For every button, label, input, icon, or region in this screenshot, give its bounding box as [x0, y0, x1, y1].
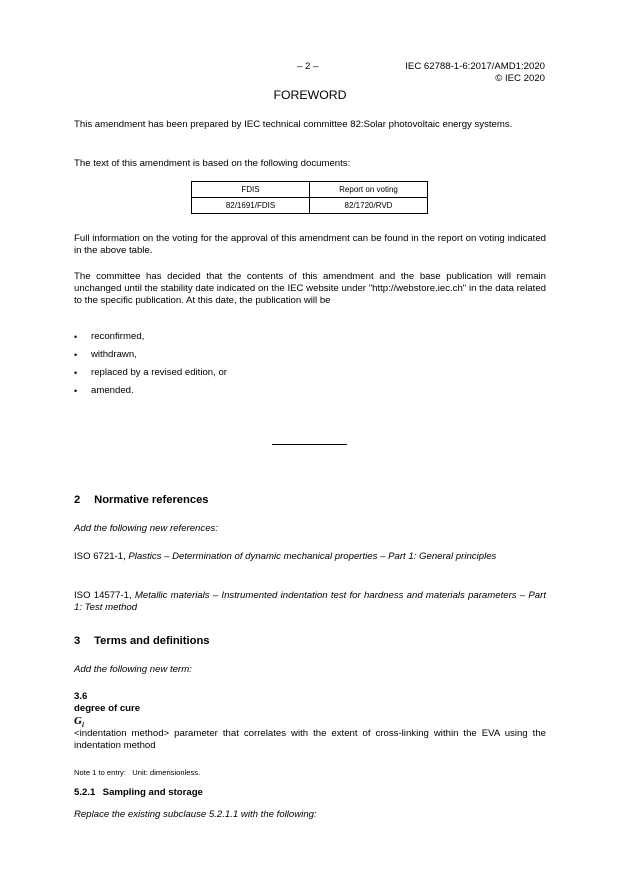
subclause-5-2-1-instruction: Replace the existing subclause 5.2.1.1 with the following: [74, 809, 317, 820]
voting-documents-table [191, 181, 428, 214]
section-2-instruction: Add the following new references: [74, 523, 218, 534]
standard-id: IEC 62788-1-6:2017/AMD1:2020 [405, 61, 545, 72]
bullet-icon: • [74, 332, 78, 342]
section-3-heading: 3 Terms and definitions [74, 635, 210, 647]
term-note: Note 1 to entry: Unit: dimensionless. [74, 768, 201, 777]
bullet-icon: • [74, 350, 78, 360]
normative-reference: ISO 6721-1, Plastics – Determination of dynamic mechanical properties – Part 1: General principles [74, 551, 497, 562]
section-divider [272, 444, 347, 445]
page-number: – 2 – [297, 61, 319, 72]
term-definition: <indentation method> parameter that correlates with the extent of cross-linking within the EVA using the indentation method [74, 728, 546, 751]
bullet-icon: • [74, 386, 78, 396]
subclause-5-2-1-heading: 5.2.1 Sampling and storage [74, 787, 203, 798]
document-reference [405, 61, 545, 85]
copyright: © IEC 2020 [495, 73, 545, 84]
table-cell: 82/1691/FDIS [192, 198, 310, 214]
term-number: 3.6 [74, 691, 88, 702]
table-header-cell: Report on voting [310, 182, 428, 198]
normative-reference: ISO 14577-1, Metallic materials – Instrumented indentation test for hardness and materials parameters – Part 1: Test method [74, 590, 547, 613]
table-header-cell: FDIS [192, 182, 310, 198]
foreword-title: FOREWORD [273, 88, 347, 102]
term-name: degree of cure [74, 703, 141, 714]
bullet-icon: • [74, 368, 78, 378]
voting-info: Full information on the voting for the approval of this amendment can be found in the report on voting indicated in the above table. [74, 233, 546, 256]
foreword-intro: This amendment has been prepared by IEC technical committee 82:Solar photovoltaic energy systems. [74, 119, 513, 130]
table-row [192, 198, 428, 214]
term-symbol: $G_i$ [74, 715, 84, 730]
foreword-based-on: The text of this amendment is based on the following documents: [74, 158, 351, 169]
table-cell: 82/1720/RVD [310, 198, 428, 214]
stability-paragraph: The committee has decided that the contents of this amendment and the base publication will remain unchanged until the stability date indicated on the IEC website under "http://webstore.iec.ch" in the data related to the specific publication. At this date, the publication will be [74, 271, 546, 306]
section-3-instruction: Add the following new term: [74, 664, 192, 675]
section-2-heading: 2 Normative references [74, 494, 209, 506]
table-header-row [192, 182, 428, 198]
